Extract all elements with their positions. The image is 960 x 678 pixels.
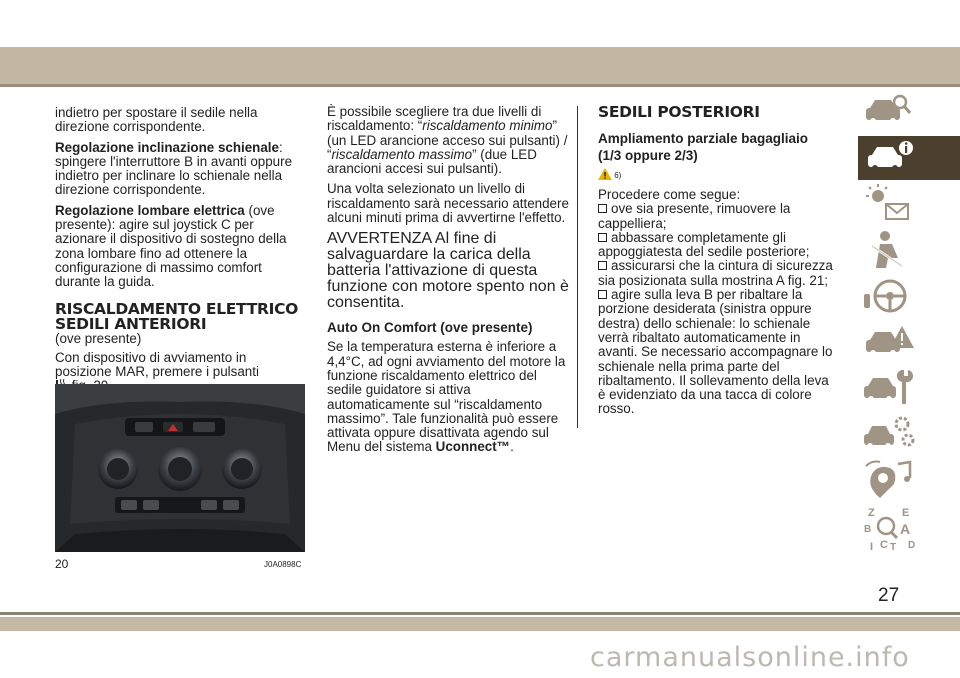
column-right bbox=[598, 105, 833, 417]
page-number: 27 bbox=[878, 585, 900, 606]
term-backrest: Regolazione inclinazione schienale bbox=[55, 139, 279, 155]
safety-icon bbox=[858, 228, 960, 272]
warning-lights-icon bbox=[858, 182, 960, 226]
text: Con dispositivo di avviamento in posizione MAR, premere i pulsanti bbox=[55, 349, 259, 380]
list-item-text: abbassare completamente gli appoggiatesta del sedile posteriore; bbox=[598, 229, 810, 260]
footer-rule bbox=[0, 612, 960, 615]
index-letter: T bbox=[890, 542, 897, 553]
index-letter: B bbox=[864, 524, 872, 535]
header-band bbox=[0, 47, 960, 84]
index-letter: A bbox=[900, 521, 911, 537]
tab-technical-data[interactable] bbox=[858, 412, 960, 456]
warning-note: AVVERTENZA Al fine di salvaguardare la carica della batteria l'attivazione di questa funzione con motore spento non è consentita. bbox=[327, 230, 569, 312]
column-middle bbox=[327, 105, 572, 461]
text: ” (due LED arancioni accesi sui pulsanti). bbox=[327, 146, 537, 177]
header-rule bbox=[0, 84, 960, 87]
term-lumbar: Regolazione lombare elettrica bbox=[55, 202, 245, 218]
footer-band bbox=[0, 617, 960, 631]
paragraph: Procedere come segue: bbox=[598, 187, 741, 202]
column-divider bbox=[577, 106, 578, 428]
text: (ove presente): agire sul joystick C per azionare il dispositivo di sostegno della zona lombare fino ad ottenere la configurazione di massimo comfort durante la guida. bbox=[55, 202, 287, 290]
list-item-text: agire sulla leva B per ribaltare la porzione desiderata (sinistra oppure destra) dello schienale: lo schienale verrà ribaltato automaticamente in avanti. Se necessario accompagnare lo schienale nella prima parte del ribaltamento. Il sollevamento della leva è evidenziato da una tacca di colore rosso. bbox=[598, 287, 833, 417]
list-item-text: assicurarsi che la cintura di sicurezza sia posizionata sulla mostrina A fig. 21; bbox=[598, 258, 833, 288]
index-icon bbox=[858, 504, 960, 554]
subheading-luggage bbox=[598, 130, 833, 164]
page-top-margin bbox=[0, 0, 960, 47]
text: . bbox=[510, 439, 514, 455]
car-search-icon bbox=[858, 90, 960, 134]
tab-emergency[interactable] bbox=[858, 320, 960, 364]
checkbox-bullet-icon bbox=[598, 261, 607, 270]
dashboard-photo bbox=[55, 384, 305, 552]
checkbox-bullet-icon bbox=[598, 233, 607, 242]
text: : spingere l'interruttore B in avanti oppure indietro per inclinare lo schienale nella direzione corrispondente. bbox=[55, 139, 293, 198]
text: ” (un LED arancione acceso sui pulsanti) / “ bbox=[327, 118, 568, 162]
subheading-auto-on-comfort: Auto On Comfort (ove presente) bbox=[327, 320, 533, 336]
column-left bbox=[55, 106, 305, 400]
tab-starting-driving[interactable] bbox=[858, 274, 960, 318]
car-info-icon bbox=[858, 136, 960, 180]
warning-triangle-icon bbox=[598, 168, 612, 180]
tab-knowing-vehicle[interactable] bbox=[858, 90, 960, 134]
index-letter: Z bbox=[868, 507, 875, 519]
emphasis: riscaldamento massimo bbox=[331, 146, 473, 162]
figure-number: 20 bbox=[55, 557, 69, 571]
text: È possibile scegliere tra due livelli di riscaldamento: “ bbox=[327, 104, 542, 134]
paragraph: indietro per spostare il sedile nella direzione corrispondente. bbox=[55, 105, 258, 135]
paragraph-lumbar bbox=[55, 204, 305, 290]
paragraph-auto-comfort bbox=[327, 340, 572, 454]
section-heading-heated-seats bbox=[55, 299, 305, 333]
heading-line: SEDILI ANTERIORI bbox=[55, 314, 207, 333]
list-item bbox=[598, 202, 833, 231]
steering-wheel-icon bbox=[858, 274, 960, 318]
paragraph-levels bbox=[327, 105, 572, 176]
index-letter: E bbox=[902, 507, 910, 519]
list-item bbox=[598, 259, 833, 288]
tab-index[interactable] bbox=[858, 504, 960, 553]
heading-line: Ampliamento parziale bagagliaio bbox=[598, 131, 809, 146]
paragraph-backrest bbox=[55, 141, 305, 198]
tab-maintenance[interactable] bbox=[858, 366, 960, 410]
list-item-text: ove sia presente, rimuovere la cappelliera; bbox=[598, 201, 791, 231]
technical-data-icon bbox=[858, 412, 960, 456]
emergency-icon bbox=[858, 320, 960, 364]
watermark: carmanualsonline.info bbox=[590, 642, 910, 673]
emphasis: riscaldamento minimo bbox=[422, 118, 553, 134]
checkbox-bullet-icon bbox=[598, 204, 607, 213]
index-letter: I bbox=[870, 541, 874, 553]
tab-multimedia[interactable] bbox=[858, 458, 960, 502]
paragraph: Una volta selezionato un livello di riscaldamento sarà necessario attendere alcuni minuti prima di avvertirne l'effetto. bbox=[327, 181, 569, 226]
text: Se la temperatura esterna è inferiore a 4,4°C, ad ogni avviamento del motore la funzione riscaldamento elettrico del sedile guidatore si attiva automaticamente sul “riscaldamento massimo”. Tale funzionalità può essere attivata oppure disattivata agendo sul Menu del sistema bbox=[327, 339, 566, 455]
section-heading-rear-seats: SEDILI POSTERIORI bbox=[598, 103, 760, 121]
figure-code: J0A0898C bbox=[264, 560, 302, 569]
paragraph: (ove presente) bbox=[55, 330, 142, 346]
figure-heated-seat-buttons bbox=[55, 384, 305, 552]
tab-safety[interactable] bbox=[858, 228, 960, 272]
term-uconnect: Uconnect™ bbox=[435, 439, 511, 455]
heading-line: (1/3 oppure 2/3) bbox=[598, 148, 698, 163]
heading-line: RISCALDAMENTO ELETTRICO bbox=[55, 299, 299, 318]
list-item bbox=[598, 231, 833, 260]
reference-number[interactable]: 6) bbox=[614, 171, 622, 180]
maintenance-icon bbox=[858, 366, 960, 410]
warning-reference bbox=[598, 168, 833, 182]
index-letter: D bbox=[908, 540, 916, 551]
multimedia-icon bbox=[858, 458, 960, 502]
index-letter: C bbox=[880, 539, 888, 551]
list-item bbox=[598, 288, 833, 417]
tab-dashboard-info[interactable] bbox=[858, 136, 960, 180]
checkbox-bullet-icon bbox=[598, 290, 607, 299]
tab-warning-lights[interactable] bbox=[858, 182, 960, 226]
